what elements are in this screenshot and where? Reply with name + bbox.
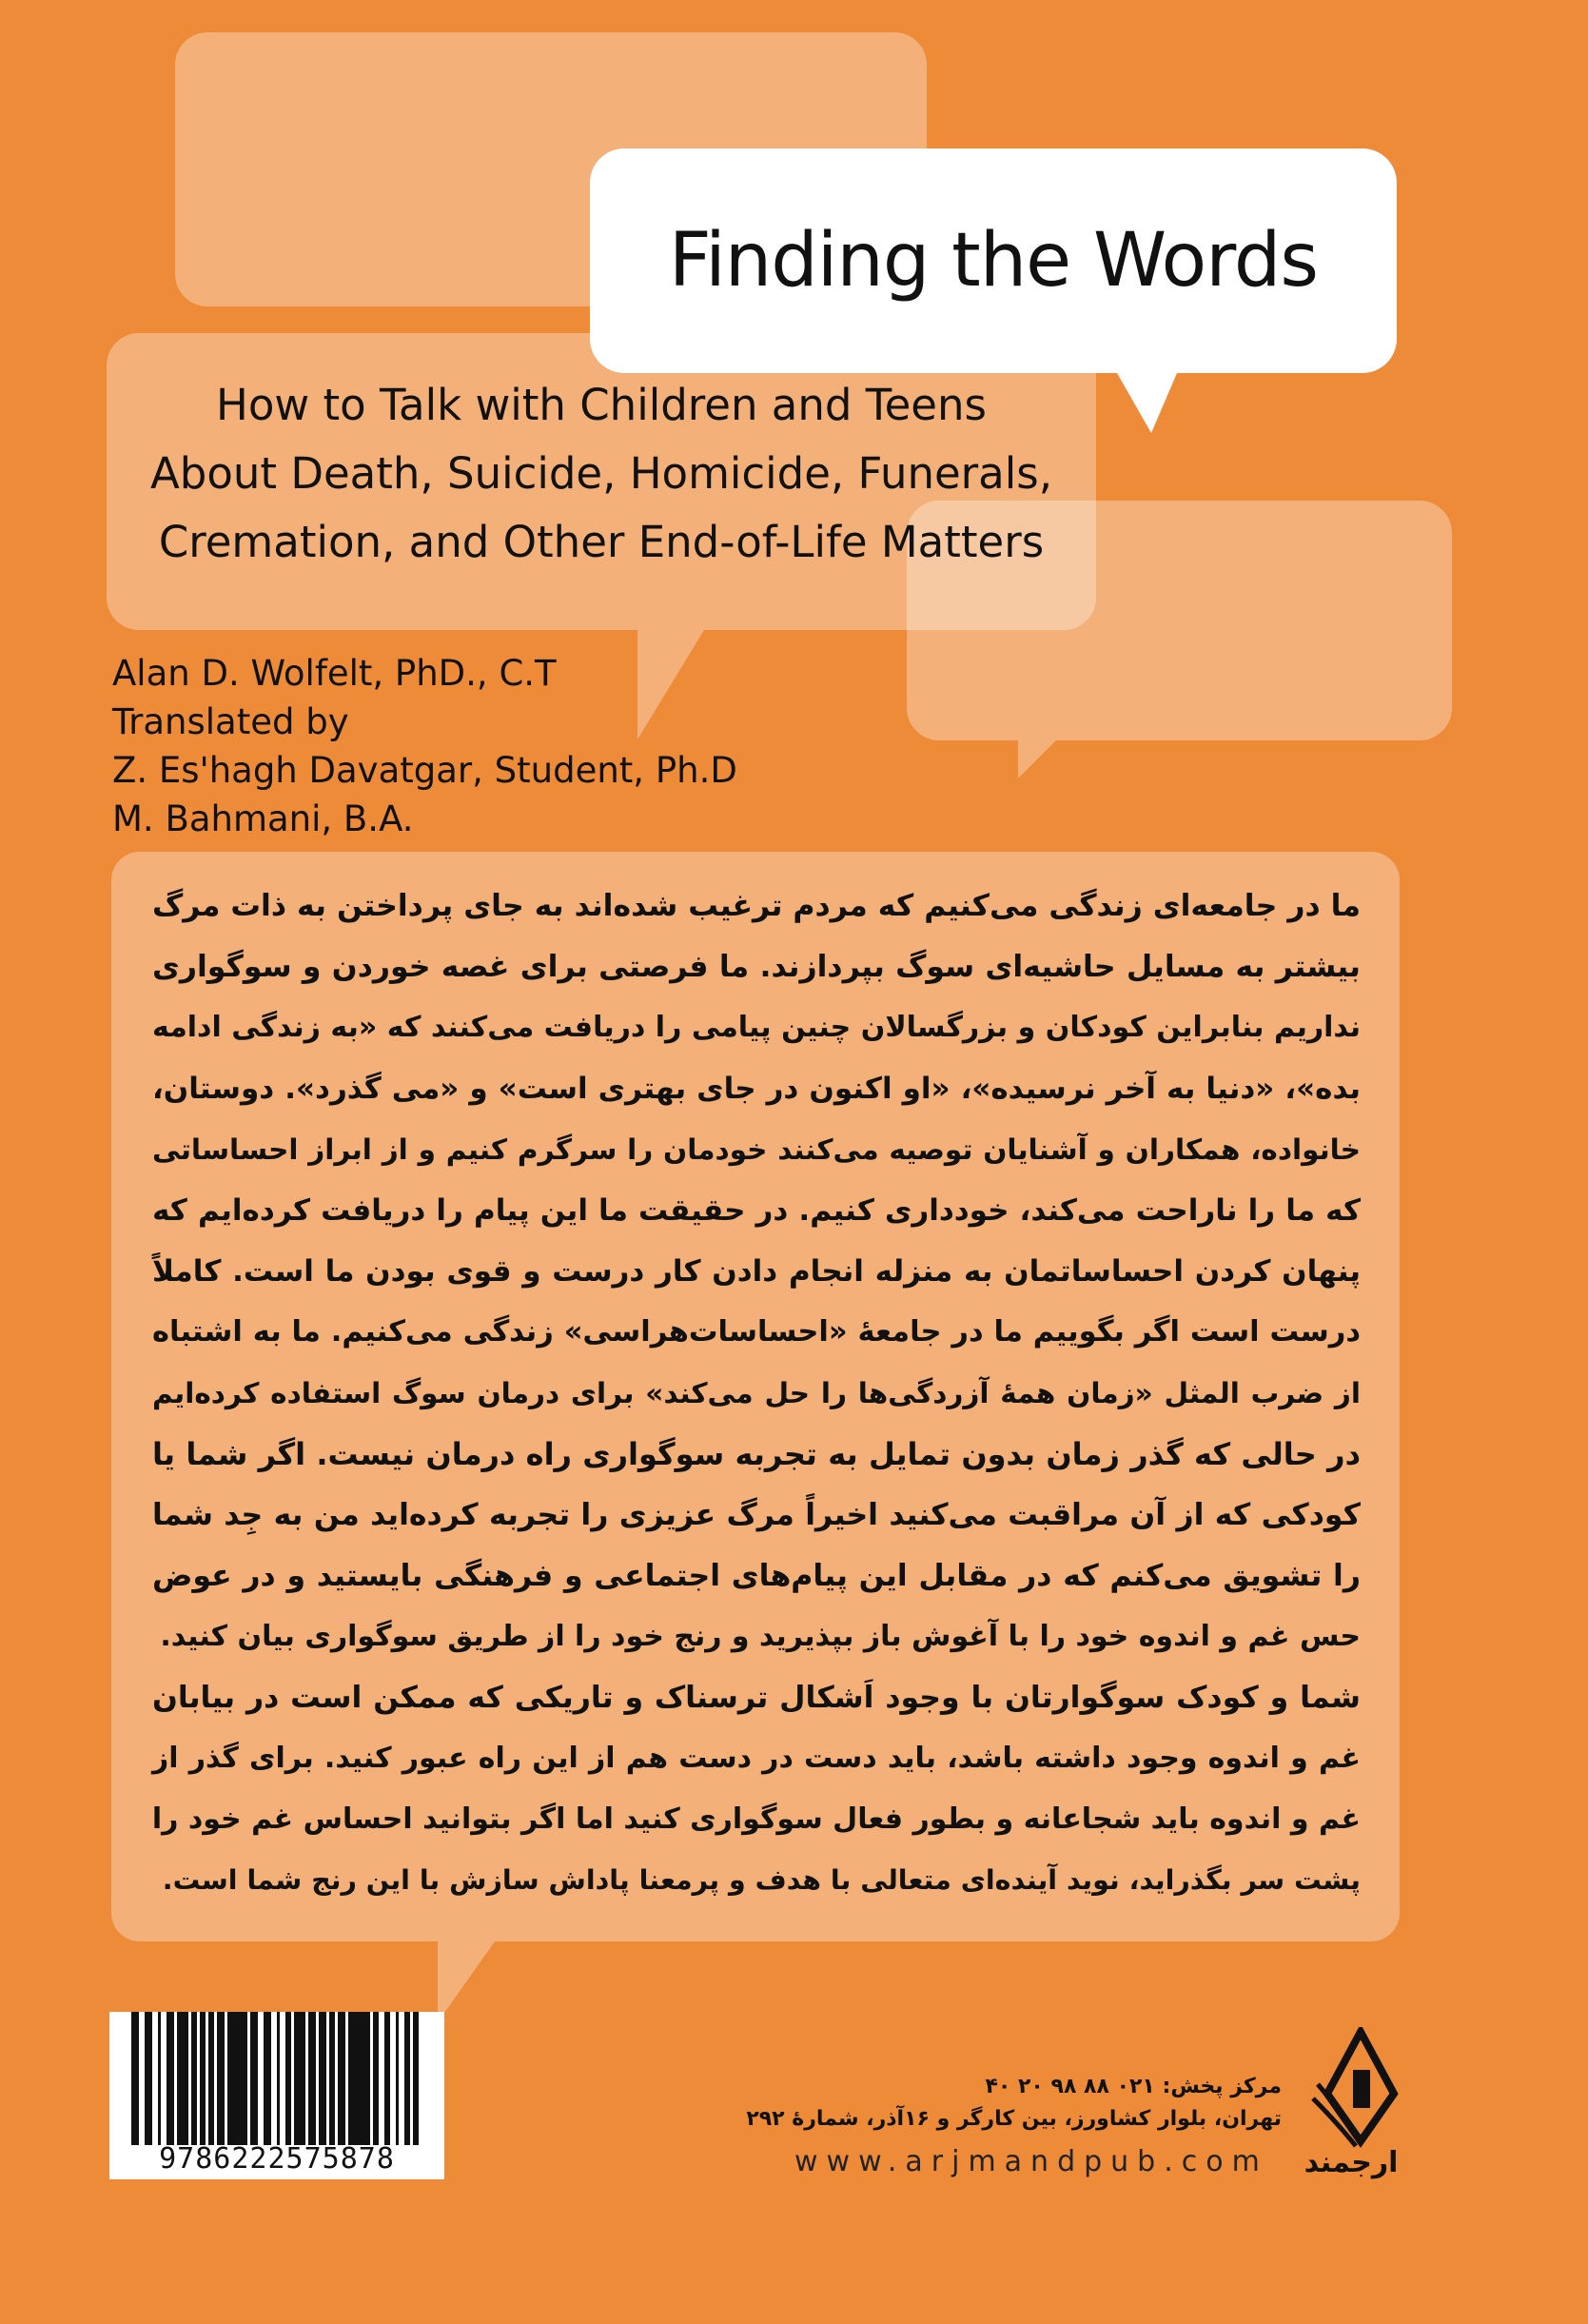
blurb-line: کودکی که از آن مراقبت می‌کنید اخیراً مرگ عزیزی را تجربه کرده‌اید من به جِد شما	[152, 1498, 1361, 1532]
publisher-address: تهران، بلوار کشاورز، بین کارگر و ۱۶آذر، شمارهٔ ۲۹۲	[746, 2107, 1282, 2131]
publisher-info	[746, 2071, 1282, 2136]
blurb-line: نداریم بنابراین کودکان و بزرگسالان چنین پیامی را دریافت می‌کنند که «به زندگی ادامه	[152, 1011, 1361, 1044]
blurb-line: را تشویق می‌کنم که در مقابل این پیام‌های اجتماعی و فرهنگی بایستید و در عوض	[152, 1559, 1361, 1593]
blurb-text	[152, 876, 1361, 1911]
blurb-line: درست است اگر بگوییم ما در جامعهٔ «احساسات‌هراسی» زندگی می‌کنیم. ما به اشتباه	[152, 1315, 1361, 1349]
blurb-line: حس غم و اندوه خود را با آغوش باز بپذیرید و رنج خود را از طریق سوگواری بیان کنید.	[160, 1620, 1361, 1653]
book-subtitle	[107, 371, 1096, 577]
blurb-line: ما در جامعه‌ای زندگی می‌کنیم که مردم ترغیب شده‌اند به جای پرداختن به ذات مرگ	[152, 889, 1361, 923]
translated-by-label: Translated by	[112, 701, 349, 742]
subtitle-line: Cremation, and Other End-of-Life Matters	[158, 517, 1045, 567]
blurb-line: بیشتر به مسایل حاشیه‌ای سوگ بپردازند. ما فرصتی برای غصه خوردن و سوگواری	[152, 950, 1361, 984]
book-title: Finding the Words	[668, 218, 1319, 304]
blurb-line: که ما را ناراحت می‌کند، خودداری کنیم. در حقیقت ما این پیام را دریافت کرده‌ایم که	[152, 1193, 1361, 1228]
translator: Z. Es'hagh Davatgar, Student, Ph.D	[112, 750, 737, 791]
isbn-number: 9786222575878	[159, 2142, 395, 2176]
publisher-website: www.arjmandpub.com	[794, 2145, 1268, 2178]
barcode-bars	[128, 2012, 433, 2145]
blurb-line: شما و کودک سوگوارتان با وجود اَشکال ترسناک و تاریکی که ممکن است در بیابان	[152, 1681, 1361, 1715]
credits	[112, 649, 737, 843]
author: Alan D. Wolfelt, PhD., C.T	[112, 653, 557, 694]
translator: M. Bahmani, B.A.	[112, 798, 414, 839]
bubble-tail	[438, 1941, 495, 2022]
title-bubble-tail	[1113, 366, 1180, 433]
blurb-line: غم و اندوه باید شجاعانه و بطور فعال سوگواری کنید اما اگر بتوانید احساس غم خود را	[151, 1802, 1361, 1836]
blurb-line: از ضرب المثل «زمان همهٔ آزردگی‌ها را حل می‌کند» برای درمان سوگ استفاده کرده‌ایم	[152, 1377, 1361, 1409]
barcode-bar	[416, 2012, 419, 2145]
blurb-line: پشت سر بگذراید، نوید آینده‌ای متعالی با هدف و پرمعنا پاداش سازش با این رنج شما است.	[162, 1864, 1361, 1896]
subtitle-line: How to Talk with Children and Teens	[216, 380, 987, 430]
blurb-line: در حالی که گذر زمان بدون تمایل به تجربه سوگواری راه درمان نیست. اگر شما یا	[152, 1436, 1361, 1472]
blurb-line: غم و اندوه وجود داشته باشد، باید دست در دست هم از این راه عبور کنید. برای گذر از	[152, 1742, 1361, 1775]
distribution-phone: مرکز پخش: ۰۲۱ ۸۸ ۹۸ ۲۰ ۴۰	[985, 2075, 1282, 2098]
blurb-line: پنهان کردن احساساتمان به منزله انجام دادن کار درست و قوی بودن ما است. کاملاً	[152, 1254, 1361, 1289]
bubble-tail	[1018, 740, 1056, 778]
subtitle-line: About Death, Suicide, Homicide, Funerals,	[149, 448, 1052, 499]
isbn-barcode	[109, 2012, 444, 2179]
publisher-logo-name: ارجمند	[1304, 2146, 1399, 2179]
blurb-line: خانواده، همکاران و آشنایان توصیه می‌کنند خودمان را سرگرم کنیم و از ابراز احساساتی	[152, 1133, 1361, 1166]
blurb-line: بده»، «دنیا به آخر نرسیده»، «او اکنون در جای بهتری است» و «می گذرد». دوستان،	[152, 1072, 1361, 1106]
